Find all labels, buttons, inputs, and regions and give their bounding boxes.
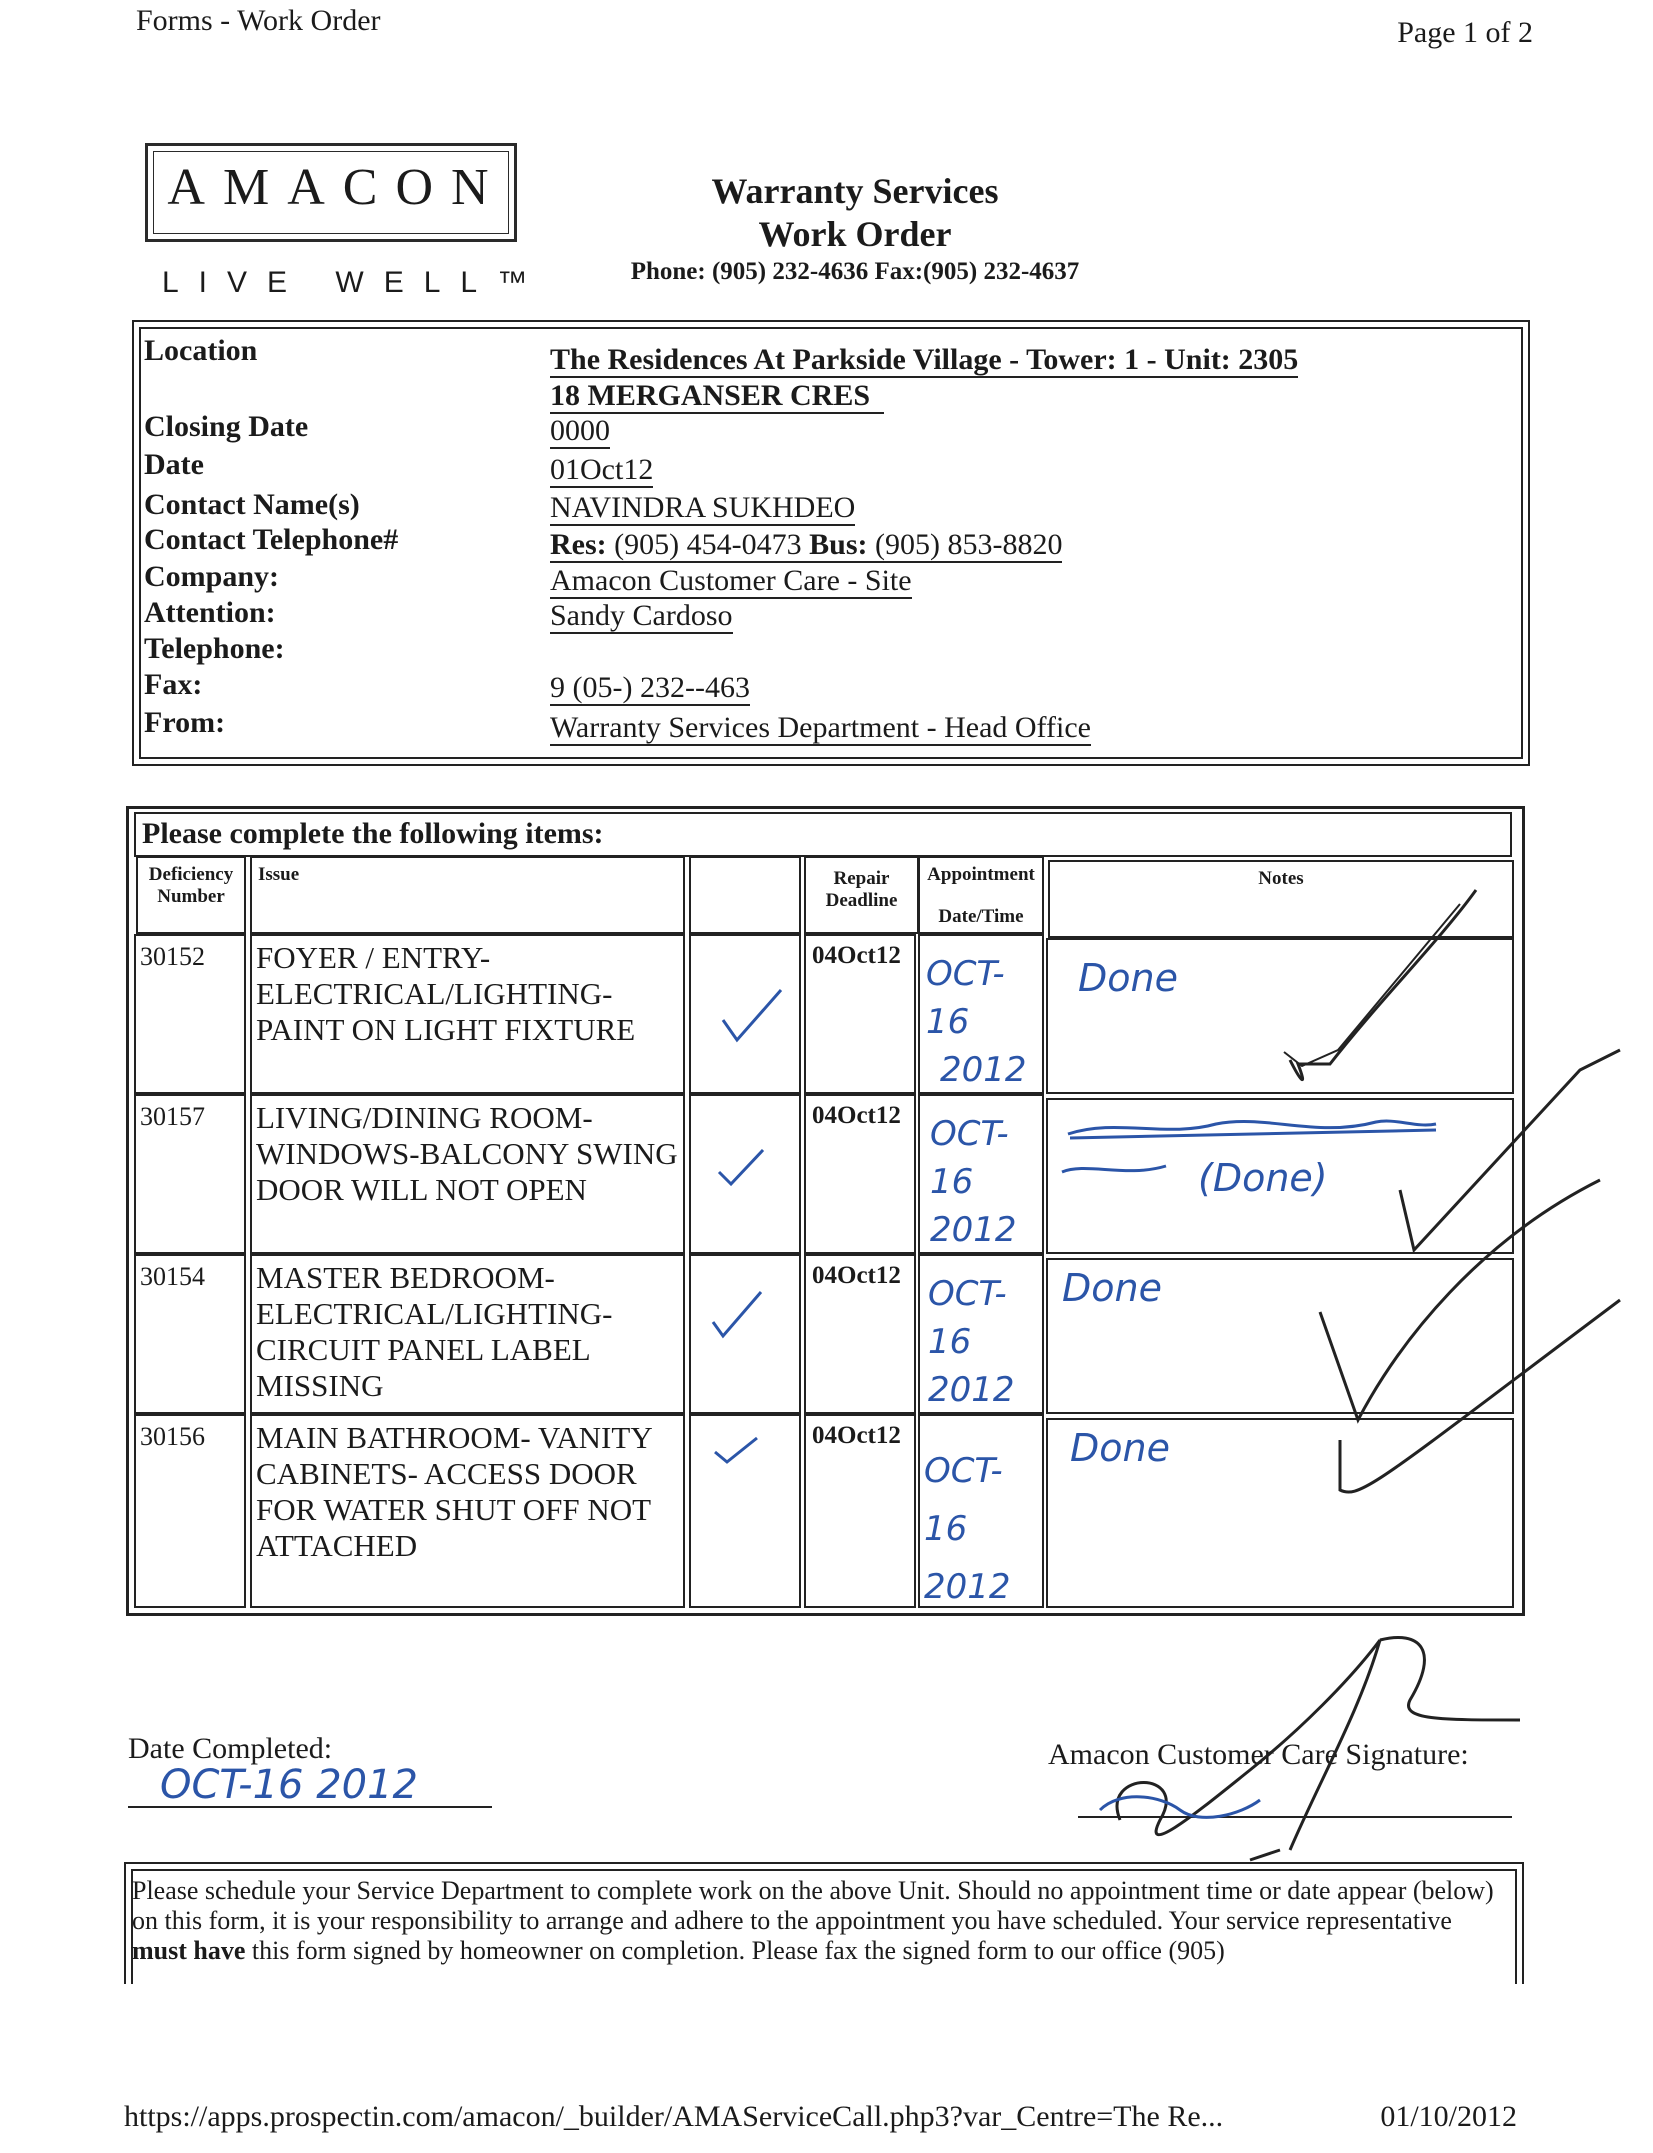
value-location-line-1: The Residences At Parkside Village - Tower: 1 - Unit: 2305 (550, 343, 1299, 376)
title-line-1: Warranty Services (711, 171, 999, 211)
row-2-appt-date: OCT-16 (930, 1114, 1009, 1202)
row-4-checkmark-icon (691, 1416, 799, 1606)
print-date: 01/10/2012 (1380, 2100, 1517, 2133)
label-location: Location (144, 334, 258, 367)
row-3-appointment (918, 1254, 1044, 1414)
col-deficiency-number: Deficiency Number (136, 856, 246, 934)
value-closing-date: 0000 (550, 414, 610, 447)
res-label: Res: (550, 528, 607, 561)
value-company: Amacon Customer Care - Site (550, 564, 912, 597)
row-4-issue: MAIN BATHROOM- VANITY CABINETS- ACCESS DOOR FOR WATER SHUT OFF NOT ATTACHED (250, 1414, 685, 1608)
value-contact-telephone (550, 529, 1062, 563)
page-header-title: Forms - Work Order (136, 4, 381, 37)
row-3-deadline: 04Oct12 (804, 1254, 916, 1414)
row-1-number: 30152 (134, 934, 246, 1094)
items-heading: Please complete the following items: (134, 812, 1512, 857)
res-phone: (905) 454-0473 (614, 528, 802, 561)
row-2-checkmark-icon (691, 1096, 799, 1252)
row-3-issue: MASTER BEDROOM- ELECTRICAL/LIGHTING- CIRCUIT PANEL LABEL MISSING (250, 1254, 685, 1414)
logo-tagline: LIVE WELL™ (162, 266, 548, 299)
document-title (560, 170, 1150, 256)
row-2-deadline: 04Oct12 (804, 1094, 916, 1254)
label-company: Company: (144, 560, 280, 593)
row-3-checkmark-icon (691, 1256, 799, 1412)
col-notes: Notes (1048, 860, 1514, 938)
signature-icon (1080, 1620, 1540, 1880)
signature-label: Amacon Customer Care Signature: (1048, 1738, 1469, 1771)
bus-phone: (905) 853-8820 (875, 528, 1063, 561)
phone-fax-line: Phone: (905) 232-4636 Fax:(905) 232-4637 (630, 258, 1080, 285)
row-1-notes-text: Done (1078, 956, 1178, 1000)
title-line-2: Work Order (758, 214, 952, 254)
row-4-deadline: 04Oct12 (804, 1414, 916, 1608)
row-2-check-cell (689, 1094, 801, 1254)
col-repair-deadline: Repair Deadline (804, 856, 919, 934)
label-contact-telephone: Contact Telephone# (144, 523, 399, 556)
row-1-appt-year: 2012 (940, 1050, 1027, 1090)
row-2-appointment (918, 1094, 1044, 1254)
row-1-check-cell (689, 934, 801, 1094)
row-4-number: 30156 (134, 1414, 246, 1608)
date-completed-value: OCT-16 2012 (160, 1762, 418, 1808)
row-2-notes-text: (Done) (1198, 1156, 1328, 1200)
label-fax: Fax: (144, 668, 203, 701)
row-3-appt-date: OCT-16 (928, 1274, 1007, 1362)
row-3-appt-year: 2012 (928, 1370, 1015, 1410)
footer-instructions (132, 1876, 1512, 1966)
row-2-issue: LIVING/DINING ROOM- WINDOWS-BALCONY SWING DOOR WILL NOT OPEN (250, 1094, 685, 1254)
footer-text-post: this form signed by homeowner on completion. Please fax the signed form to our office (905) (245, 1936, 1225, 1965)
label-contact-names: Contact Name(s) (144, 488, 360, 521)
label-date: Date (144, 448, 204, 481)
col-issue: Issue (250, 856, 685, 934)
value-location-line-2: 18 MERGANSER CRES (550, 380, 884, 414)
label-attention: Attention: (144, 596, 276, 629)
col-appointment (918, 856, 1044, 934)
date-completed-line (128, 1806, 492, 1808)
footer-text-bold: must have (132, 1936, 246, 1965)
row-1-appt-date: OCT-16 (926, 954, 1005, 1042)
footer-text-pre: Please schedule your Service Department to complete work on the above Unit. Should no appointment time or date appear (below) on this form, it is your responsibility to arrange and adhere to the appointment you have scheduled. Your service representative (132, 1876, 1494, 1935)
col-appointment-bottom: Date/Time (938, 906, 1024, 927)
col-appointment-top: Appointment (927, 864, 1035, 885)
row-4-check-cell (689, 1414, 801, 1608)
label-closing-date: Closing Date (144, 410, 309, 443)
row-1-appointment (918, 934, 1044, 1094)
value-contact-names: NAVINDRA SUKHDEO (550, 491, 856, 524)
bus-label: Bus: (809, 528, 868, 561)
logo: AMACON (167, 159, 507, 216)
row-4-appointment (918, 1414, 1044, 1608)
row-4-appt-year: 2012 (924, 1567, 1011, 1607)
value-attention: Sandy Cardoso (550, 599, 733, 632)
value-from: Warranty Services Department - Head Office (550, 711, 1091, 744)
row-3-check-cell (689, 1254, 801, 1414)
row-4-notes-text: Done (1070, 1426, 1170, 1470)
col-check (689, 856, 801, 934)
row-2-appt-year: 2012 (930, 1210, 1017, 1250)
date-completed-label: Date Completed: (128, 1732, 333, 1765)
source-url: https://apps.prospectin.com/amacon/_builder/AMAServiceCall.php3?var_Centre=The Re... (124, 2100, 1224, 2133)
row-3-number: 30154 (134, 1254, 246, 1414)
label-from: From: (144, 706, 226, 739)
value-date: 01Oct12 (550, 453, 654, 486)
row-4-appt-date: OCT-16 (924, 1451, 1003, 1549)
row-2-number: 30157 (134, 1094, 246, 1254)
handwritten-checkmarks-icon (1040, 880, 1650, 1700)
row-1-issue: FOYER / ENTRY- ELECTRICAL/LIGHTING- PAINT ON LIGHT FIXTURE (250, 934, 685, 1094)
label-telephone: Telephone: (144, 632, 285, 665)
row-1-checkmark-icon (691, 936, 799, 1092)
page-number: Page 1 of 2 (1397, 16, 1533, 49)
value-fax: 9 (05-) 232--463 (550, 671, 750, 704)
row-3-notes-text: Done (1062, 1266, 1162, 1310)
row-1-deadline: 04Oct12 (804, 934, 916, 1094)
